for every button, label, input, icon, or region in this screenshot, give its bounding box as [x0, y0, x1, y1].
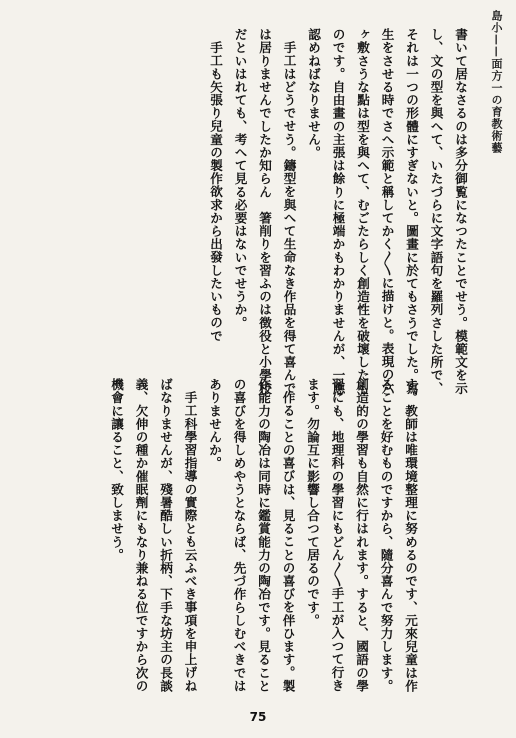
upper-text-block	[203, 28, 473, 404]
running-header: 島小——面方一の育教術藝	[490, 10, 503, 154]
paragraph: 作ることの喜びは、見ることの喜びを伴ひます。製作能力の陶冶は同時に鑑賞能力の陶冶です。見ることの喜びを得しめやうとならば、先づ作らしむべきではありませんか。	[207, 378, 296, 693]
paragraph: 書いて居なさるのは多分御覧になつたことでせう。模範文を示し、文の型を與へて、いたづらに文字語句を羅列さした所で、それは一つの形體にすぎないと。圖畫に於てもさうでした。寫生をさせる時でさへ示範と稱してかく〳〵に描けと。表現の六ヶ敷さうな點は型を與へて、むごたらしく創造性を破壞したものです。自由畫の主張は餘りに極端かもわかりませんが、一應認めねばなりません。	[306, 28, 468, 395]
paragraph: 手工はどうでせう。鑄型を與へて生命なき作品を得て喜んでは居りませんでしたか知らん 箸削りを習ふのは徴役と小學校だといはれても、考へて見る必要はないでせうか。	[232, 28, 297, 395]
paragraph: 手工も矢張り兒童の製作欲求から出發したいもので	[208, 40, 223, 342]
lower-text-block	[104, 378, 423, 700]
paragraph: す。教師は唯環境整理に努めるのです、元來兒童は作ることを好むものですから、隨分喜んで努力します。創造的の學習も自然に行はれます。すると、國語の學習にも、地理科の學習にもどん〳〵手工が入つて行きます。勿論互に影響し合つて居るのです。	[305, 378, 418, 693]
page-number: 75	[249, 710, 267, 724]
paragraph: 手工科學習指導の實際とも云ふべき事項を申上げねばなりませんが、殘暑酷しい折柄、下手な坊主の長談義、欠伸の種か催眠劑にもなり兼ねる位ですから次の機會に讓ること、致しませう。	[109, 378, 198, 693]
